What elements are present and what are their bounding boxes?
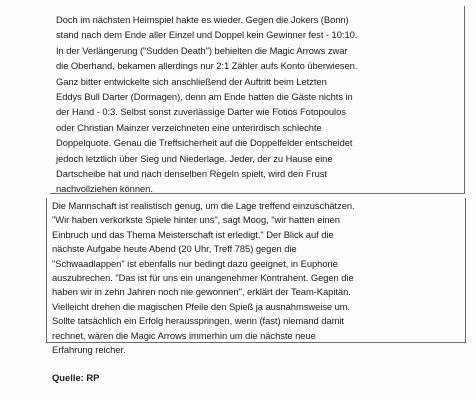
- text-line: Einbruch und das Thema Meisterschaft ist erledigt." Der Blick auf die: [52, 228, 334, 240]
- text-line: rechnet, wären die Magic Arrows immerhin um die nächste neue: [52, 329, 316, 341]
- text-line: Erfahrung reicher.: [52, 344, 126, 356]
- text-line: Doppelquote. Genau die Treffsicherheit auf die Doppelfelder entscheidet: [56, 137, 353, 149]
- text-line: "Wir haben verkorkste Spiele hinter uns", sagt Moog, "wir hatten einen: [52, 214, 340, 226]
- text-line: In der Verlängerung ("Sudden Death") behielten die Magic Arrows zwar: [56, 44, 348, 56]
- text-line: stand nach dem Ende aller Einzel und Doppel kein Gewinner fest - 10:10.: [56, 29, 358, 41]
- text-line: auszubrechen. "Das ist für uns ein unangenehmer Kontrahent. Gegen die: [52, 272, 354, 284]
- article-paragraph-1: [56, 12, 456, 197]
- text-line: Sollte tatsächlich ein Erfolg herausspringen, wenn (fast) niemand damit: [52, 315, 344, 327]
- text-line: haben wir in zehn Jahren noch nie gewonnen", erklärt der Team-Kapitän.: [52, 286, 351, 298]
- text-line: "Schwaadlappen" ist ebenfalls nur bedingt dazu geeignet, in Euphorie: [52, 257, 338, 269]
- text-line: der Hand - 0:3. Selbst sonst zuverlässige Darter wie Fotios Fotopoulos: [56, 106, 346, 118]
- text-line: Ganz bitter entwickelte sich anschließend der Auftritt beim Letzten: [56, 75, 327, 87]
- text-line: die Oberhand, bekamen allerdings nur 2:1 Zähler aufs Konto überwiesen.: [56, 60, 358, 72]
- text-line: nachvollziehen können.: [56, 183, 153, 195]
- text-line: Die Mannschaft ist realistisch genug, um die Lage treffend einzuschätzen.: [52, 200, 355, 211]
- text-line: jedoch letztlich über Sieg und Niederlage. Jeder, der zu Hause eine: [56, 152, 333, 164]
- text-line: nächste Aufgabe heute Abend (20 Uhr, Treff 785) gegen die: [52, 243, 297, 255]
- source-credit: Quelle: RP: [52, 372, 100, 383]
- text-line: Vielleicht drehen die magischen Pfeile den Spieß ja ausnahmsweise um.: [52, 300, 351, 312]
- text-line: Eddys Bull Darter (Dormagen), denn am Ende hatten die Gäste nichts in: [56, 91, 353, 103]
- text-line: oder Christian Mainzer verzeichneten eine unterirdisch schlechte: [56, 121, 322, 133]
- text-line: Doch im nächsten Heimspiel hakte es wieder. Gegen die Jokers (Bonn): [56, 14, 349, 25]
- article-paragraph-2: [52, 199, 462, 357]
- text-line: Dartscheibe hat und nach denselben Regeln spielt, wird den Frust: [56, 168, 327, 180]
